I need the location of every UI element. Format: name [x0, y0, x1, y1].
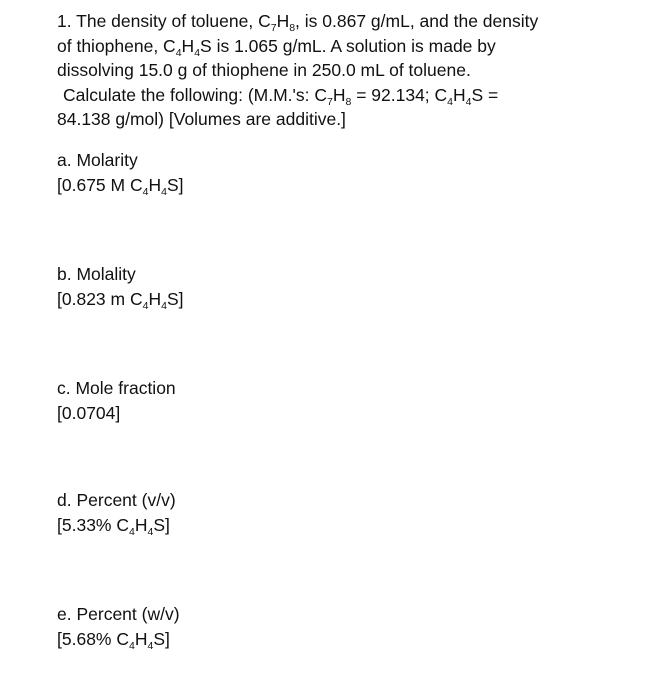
answer-text: S] — [166, 174, 184, 195]
subscript: 4 — [128, 525, 135, 538]
problem-text: , is 0.867 g/mL, and the density — [295, 11, 539, 31]
subscript: 4 — [142, 299, 149, 312]
part-a-label: a. Molarity — [57, 150, 138, 170]
answer-text: H — [148, 174, 162, 195]
answer-text: H — [134, 514, 148, 535]
answer-text: H — [134, 628, 148, 649]
part-e-label: e. Percent (w/v) — [57, 604, 180, 624]
subscript: 4 — [161, 185, 167, 198]
part-b-label: b. Molality — [57, 264, 136, 284]
subscript: 4 — [128, 639, 135, 652]
answer-text: [5.68% C — [57, 628, 129, 649]
subscript: 4 — [161, 299, 167, 312]
problem-line-1 — [57, 9, 647, 34]
part-a-answer — [57, 173, 183, 198]
answer-text: S] — [166, 288, 184, 309]
part-c-label: c. Mole fraction — [57, 378, 176, 398]
problem-text: = 92.134; C — [351, 84, 448, 105]
problem-line-5: 84.138 g/mol) [Volumes are additive.] — [57, 109, 346, 129]
part-c — [57, 376, 176, 425]
subscript: 7 — [270, 22, 277, 34]
part-b-answer — [57, 287, 183, 312]
subscript: 4 — [447, 95, 454, 108]
problem-line-2 — [57, 34, 647, 59]
part-d — [57, 488, 176, 537]
subscript: 8 — [345, 95, 352, 108]
problem-text: H — [453, 84, 466, 105]
problem-line-3: dissolving 15.0 g of thiophene in 250.0 mL of toluene. — [57, 60, 471, 80]
answer-text: S] — [153, 628, 170, 649]
subscript: 4 — [142, 185, 149, 198]
part-b — [57, 262, 183, 311]
problem-text: H — [276, 11, 290, 31]
subscript: 8 — [289, 22, 296, 34]
part-d-label: d. Percent (v/v) — [57, 490, 176, 510]
problem-text: S is 1.065 g/mL. A solution is made by — [200, 35, 496, 56]
part-c-answer: [0.0704] — [57, 402, 121, 423]
subscript: 4 — [465, 95, 472, 108]
subscript: 4 — [175, 46, 182, 59]
part-a — [57, 148, 183, 197]
problem-text: of thiophene, C — [57, 35, 176, 56]
problem-text: Calculate the following: (M.M.'s: C — [63, 84, 327, 105]
subscript: 7 — [327, 95, 333, 108]
answer-text: [0.823 m C — [57, 288, 143, 309]
subscript: 4 — [147, 639, 154, 652]
problem-text: H — [181, 35, 195, 56]
problem-text: H — [332, 84, 346, 105]
part-d-answer — [57, 513, 176, 538]
problem-text: S = — [471, 84, 499, 105]
problem-line-4 — [57, 83, 647, 108]
answer-text: S] — [153, 514, 170, 535]
answer-text: H — [148, 288, 162, 309]
answer-text: [0.675 M C — [57, 174, 143, 195]
part-e-answer — [57, 627, 180, 652]
problem-number: 1. — [57, 11, 72, 31]
problem-text: The density of toluene, C — [76, 11, 271, 31]
subscript: 4 — [194, 46, 201, 59]
problem-statement — [57, 9, 647, 132]
part-e — [57, 602, 180, 651]
answer-text: [5.33% C — [57, 514, 129, 535]
subscript: 4 — [147, 525, 154, 538]
